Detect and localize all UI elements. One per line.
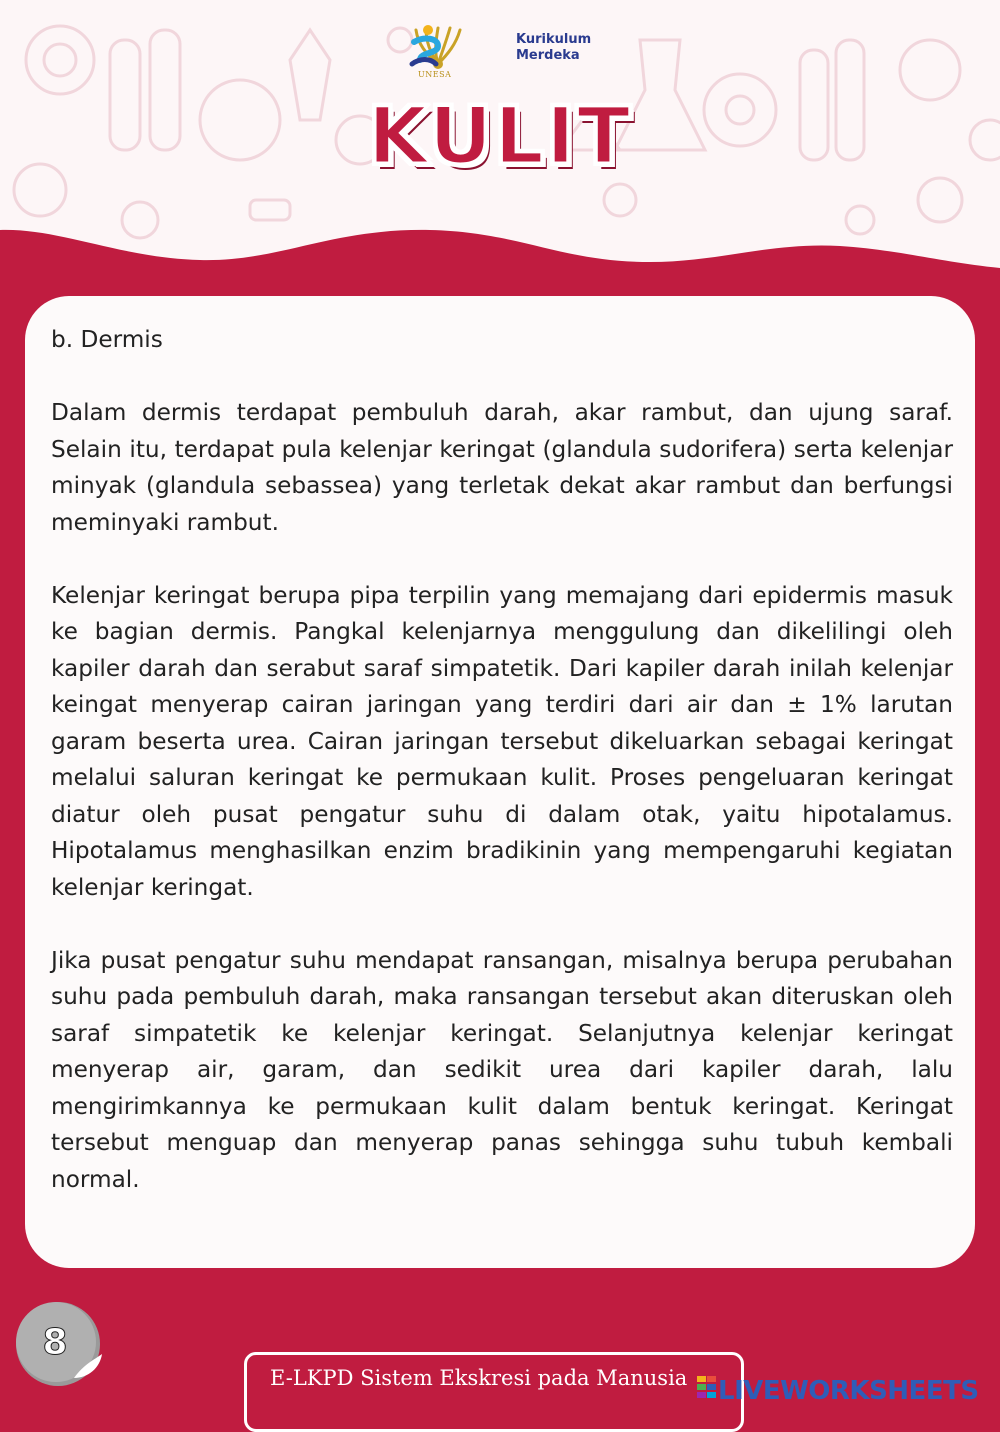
liveworksheets-watermark (696, 1374, 996, 1410)
logo-group (408, 24, 608, 84)
liveworksheets-icon (696, 1374, 718, 1404)
section-heading: b. Dermis (51, 326, 163, 353)
document-title: E-LKPD Sistem Ekskresi pada Manusia (270, 1366, 688, 1390)
page-number: 8 (42, 1322, 68, 1363)
page-title: KULIT (367, 92, 633, 182)
content-card (25, 296, 975, 1268)
kurikulum-label: Kurikulum (516, 32, 592, 47)
header-area (0, 0, 1000, 300)
kurikulum-merdeka-logo-icon (408, 24, 444, 68)
footer-box (244, 1352, 744, 1432)
paragraph-1: Dalam dermis terdapat pembuluh darah, akar rambut, dan ujung saraf. Selain itu, terdapat pula kelenjar keringat (glandula sudorifera) serta kelenjar minyak (glandula sebassea) yang terletak dekat akar rambut dan berfungsi meminyaki rambut. (51, 399, 953, 536)
page-number-badge (14, 1298, 110, 1394)
kurikulum-merdeka-text (516, 32, 591, 64)
unesa-logo-text: UNESA (418, 70, 452, 79)
liveworksheets-text: LIVEWORKSHEETS (718, 1376, 979, 1406)
paragraph-3: Jika pusat pengatur suhu mendapat ransangan, misalnya berupa perubahan suhu pada pembuluh darah, maka ransangan tersebut akan diteruskan oleh saraf simpatetik ke kelenjar keringat. Selanjutnya kelenjar keringat menyerap air, garam, dan sedikit urea dari kapiler darah, lalu mengirimkannya ke permukaan kulit dalam bentuk keringat. Keringat tersebut menguap dan menyerap panas sehingga suhu tubuh kembali normal. (51, 946, 953, 1193)
paragraph-2: Kelenjar keringat berupa pipa terpilin yang memajang dari epidermis masuk ke bagian dermis. Pangkal kelenjarnya menggulung dan dikelilingi oleh kapiler darah dan serabut saraf simpatetik. Dari kapiler darah inilah kelenjar keingat menyerap cairan jaringan yang terdiri dari air dan ± 1% larutan garam beserta urea. Cairan jaringan tersebut dikeluarkan sebagai keringat melalui saluran keringat ke permukaan kulit. Proses pengeluaran keringat diatur oleh pusat pengatur suhu di dalam otak, yaitu hipotalamus. Hipotalamus menghasilkan enzim bradikinin yang mempengaruhi kegiatan kelenjar keringat. (51, 581, 953, 901)
merdeka-label: Merdeka (516, 48, 580, 63)
